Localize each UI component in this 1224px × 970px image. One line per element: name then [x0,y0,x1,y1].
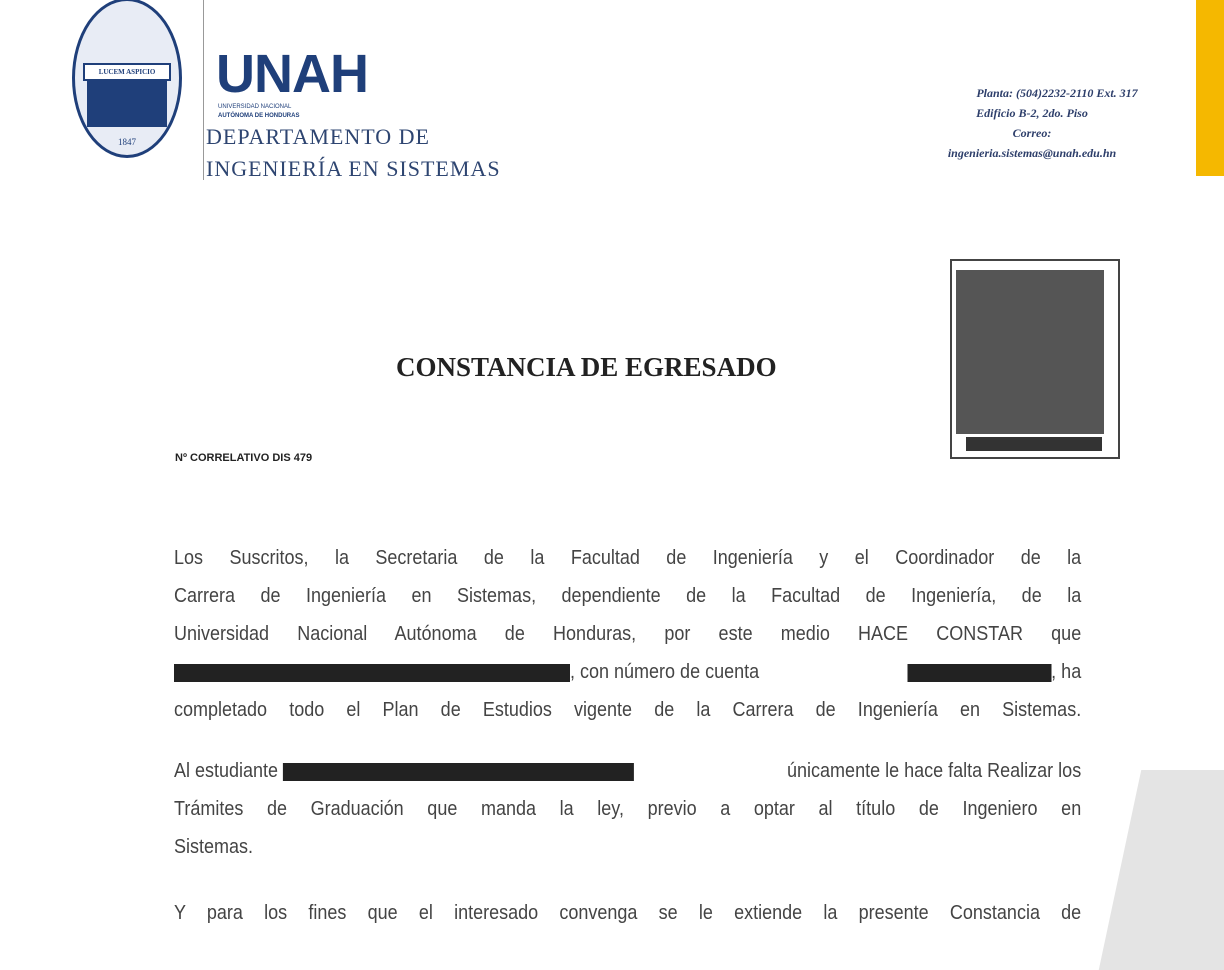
paragraph-1-line-4 [174,661,1081,684]
accent-bar [1196,0,1224,176]
contact-email: ingenieria.sistemas@unah.edu.hn [947,146,1117,160]
paragraph-3-line-1: Y para los fines que el interesado convenga se le extiende la presente Constancia de [174,902,1082,924]
seal-motto: LUCEM ASPICIO [83,63,171,81]
paragraph-1-line-1: Los Suscritos, la Secretaria de la Facultad de Ingeniería y el Coordinador de la [174,547,1082,569]
watermark [1099,770,1224,970]
contact-phone: Planta: (504)2232-2110 Ext. 317 [976,86,1138,100]
document-title: CONSTANCIA DE EGRESADO [396,352,777,382]
contact-block [892,83,1172,163]
redacted-photo [950,259,1120,459]
logo-subtitle-1: UNIVERSIDAD NACIONAL [218,104,292,110]
contact-email-label: Correo: [1012,126,1052,140]
redacted-student-name [174,664,570,682]
department-line-2: INGENIERÍA EN SISTEMAS [206,156,501,181]
paragraph-1-line-3: Universidad Nacional Autónoma de Honduras, por este medio HACE CONSTAR que [174,623,1082,645]
paragraph-1-line-5: completado todo el Plan de Estudios vigente de la Carrera de Ingeniería en Sistemas. [174,699,1082,721]
paragraph-2-line-1-end: únicamente le hace falta Realizar los [787,760,1082,782]
unah-logo: UNAH [216,44,368,104]
contact-building: Edificio B-2, 2do. Piso [976,106,1088,120]
paragraph-1-line-2: Carrera de Ingeniería en Sistemas, dependiente de la Facultad de Ingeniería, de la [174,585,1082,607]
paragraph-2-line-2: Trámites de Graduación que manda la ley, previo a optar al título de Ingeniero en [174,798,1082,820]
logo-subtitle-2: AUTÓNOMA DE HONDURAS [218,113,300,119]
correlative-number: Nº CORRELATIVO DIS 479 [175,452,313,464]
paragraph-2-line-1 [174,760,1081,783]
line-end: , ha [1051,661,1082,683]
department-line-1: DEPARTAMENTO DE [206,124,430,149]
paragraph-2-line-3: Sistemas. [174,836,254,858]
redacted-student-name-2 [283,763,634,781]
student-label: Al estudiante [174,760,279,782]
header-divider [203,0,204,180]
redacted-account-number [907,664,1051,682]
unah-seal [72,0,182,158]
seal-emblem [87,81,167,127]
seal-year: 1847 [118,137,136,147]
account-label: , con número de cuenta [570,661,760,683]
